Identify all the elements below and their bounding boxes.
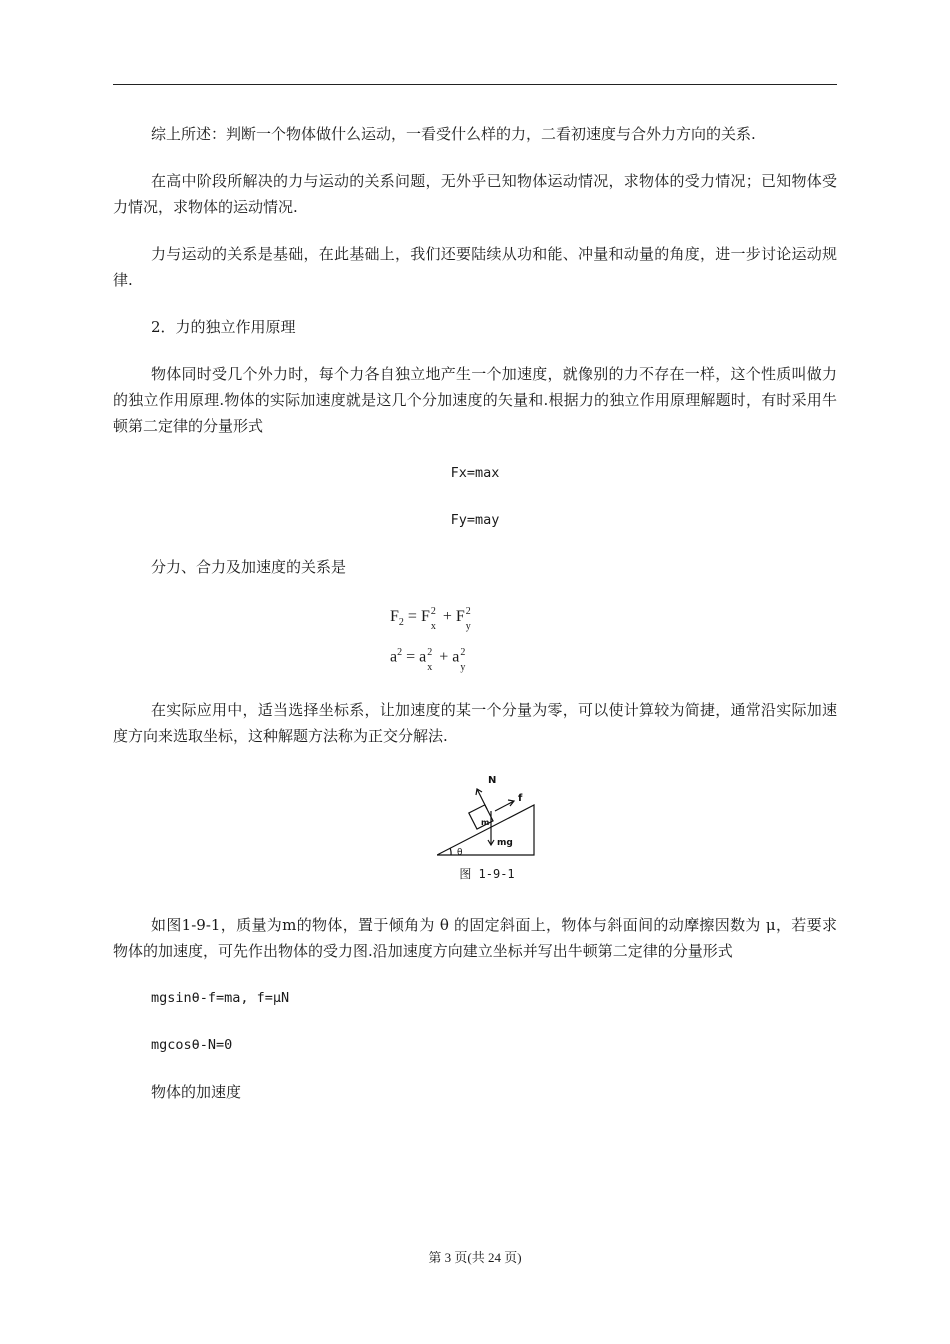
paragraph-relations: 分力、合力及加速度的关系是 — [151, 558, 347, 576]
paragraph-summary: 综上所述：判断一个物体做什么运动，一看受什么样的力，二看初速度与合外力方向的关系. — [151, 125, 756, 143]
eq-superscript: 2 — [427, 646, 433, 658]
eq-operator: = — [402, 648, 420, 666]
formula-fy: Fy=may — [450, 512, 500, 528]
label-mass: m — [481, 817, 490, 827]
paragraph-example: 如图1-9-1，质量为m的物体，置于倾角为 θ 的固定斜面上，物体与斜面间的动摩擦因数为 μ，若要求物体的加速度，可先作出物体的受力图.沿加速度方向建立坐标并写出牛顿第二定律的分量形式 — [113, 915, 837, 960]
eq-subscript: x — [430, 621, 436, 632]
equation-acceleration — [390, 638, 570, 672]
header-rule — [113, 84, 837, 85]
paragraph-independence-principle: 物体同时受几个外力时，每个力各自独立地产生一个加速度，就像别的力不存在一样，这个性质叫做力的独立作用原理.物体的实际加速度就是这几个分加速度的矢量和.根据力的独立作用原理解题时，有时采用牛顿第二定律的分量形式 — [113, 365, 837, 435]
eq-subscript: x — [427, 661, 433, 673]
label-weight: mg — [497, 837, 513, 848]
friction-arrow — [495, 801, 514, 811]
eq-symbol: a — [452, 648, 460, 666]
eq-operator: = — [403, 608, 421, 625]
paragraph-force-motion: 在高中阶段所解决的力与运动的关系问题，无外乎已知物体运动情况，求物体的受力情况；已知物体受力情况，求物体的运动情况. — [113, 172, 837, 216]
incline-diagram — [437, 775, 537, 861]
eq-symbol: F — [420, 608, 430, 625]
eq-subscript: y — [460, 661, 466, 673]
eq-subscript: y — [465, 621, 471, 632]
eq-superscript: 2 — [465, 606, 471, 617]
page-footer: 第 3 页(共 24 页) — [428, 1250, 522, 1265]
equation-block — [390, 602, 570, 673]
equation-parallel: mgsinθ-f=ma, f=μN — [151, 989, 290, 1006]
figure-caption: 图 1-9-1 — [459, 866, 515, 881]
paragraph-foundation: 力与运动的关系是基础，在此基础上，我们还要陆续从功和能、冲量和动量的角度，进一步讨论运动规律. — [113, 245, 837, 289]
equation-perpendicular: mgcosθ-N=0 — [151, 1036, 233, 1053]
page-content — [113, 121, 837, 1105]
eq-operator: + — [435, 648, 453, 666]
incline-triangle — [437, 805, 534, 855]
eq-superscript: 2 — [397, 647, 403, 659]
eq-symbol: a — [390, 648, 398, 666]
eq-symbol: F — [455, 608, 465, 625]
label-friction: f — [518, 792, 523, 804]
eq-subscript: 2 — [398, 617, 404, 629]
paragraph-acceleration: 物体的加速度 — [151, 1082, 242, 1101]
eq-superscript: 2 — [430, 606, 436, 617]
angle-arc — [450, 848, 451, 855]
eq-symbol: F — [390, 608, 399, 625]
label-normal: N — [488, 774, 497, 786]
section-heading: 2．力的独立作用原理 — [151, 318, 296, 336]
eq-operator: + — [438, 608, 456, 625]
formula-fx: Fx=max — [450, 465, 500, 481]
eq-superscript: 2 — [460, 646, 466, 658]
paragraph-orthogonal: 在实际应用中，适当选择坐标系，让加速度的某一个分量为零，可以使计算较为简捷，通常沿实际加速度方向来选取坐标，这种解题方法称为正交分解法. — [113, 700, 837, 745]
label-angle: θ — [457, 847, 463, 858]
equation-force — [390, 602, 570, 638]
figure-incline — [437, 775, 537, 882]
eq-symbol: a — [419, 648, 427, 666]
